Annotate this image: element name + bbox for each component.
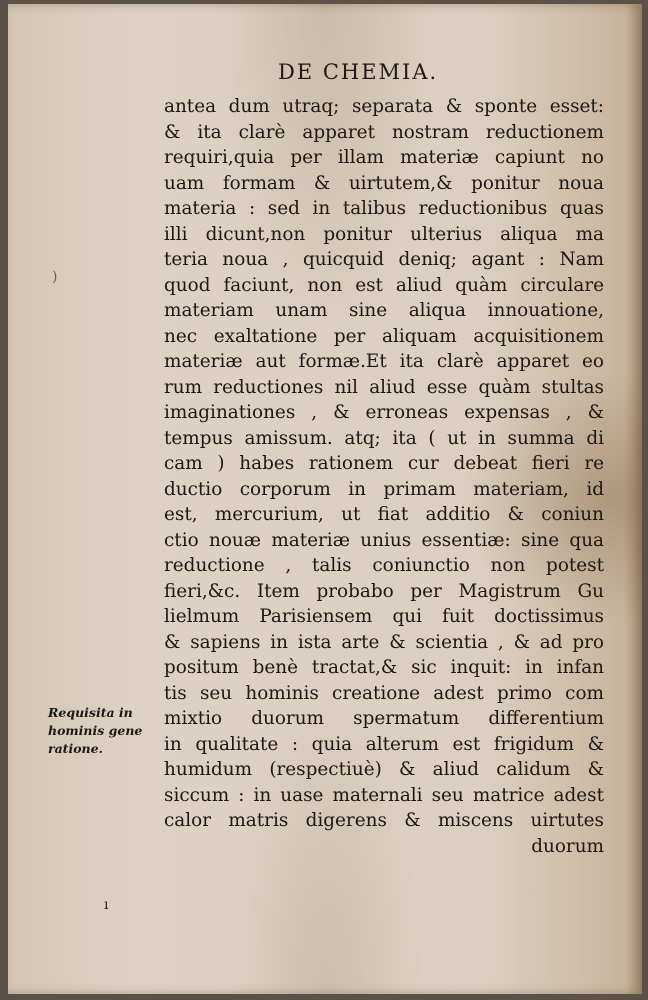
text-line: est, mercurium, ut fiat additio & coniun [164, 504, 604, 525]
text-line: ductio corporum in primam materiam, id [164, 478, 604, 500]
marginal-note-line: hominis gene [48, 723, 143, 738]
text-line: humidum (respectiuè) & aliud calidum & [164, 759, 604, 780]
text-line: lielmum Parisiensem qui fuit doctissimus [164, 606, 604, 627]
text-line: rum reductiones nil aliud esse quàm stultas [164, 376, 604, 398]
main-text-block [164, 94, 604, 859]
text-line: tempus amissum. atq; ita ( ut in summa di [164, 427, 604, 449]
text-line: materiæ aut formæ.Et ita clarè apparet eo [164, 351, 604, 372]
marginal-note [48, 704, 163, 758]
text-line: antea dum utraq; separata & sponte esset: [164, 96, 604, 117]
text-line: materiam unam sine aliqua innouatione, [164, 300, 604, 321]
text-line: & sapiens in ista arte & scientia , & ad pro [164, 631, 604, 653]
text-line: quod faciunt, non est aliud quàm circulare [164, 274, 604, 296]
text-line: mixtio duorum spermatum differentium [164, 708, 604, 729]
text-line: positum benè tractat,& sic inquit: in infan [164, 657, 604, 678]
text-line: requiri,quia per illam materiæ capiunt no [164, 147, 604, 168]
text-line: imaginationes , & erroneas expensas , & [164, 402, 604, 423]
text-line: calor matris digerens & miscens uirtutes [164, 810, 604, 831]
book-page [8, 4, 642, 994]
text-line: in qualitate : quia alterum est frigidum & [164, 733, 604, 755]
running-head: DE CHEMIA. [278, 60, 439, 84]
text-line: fieri,&c. Item probabo per Magistrum Gu [164, 580, 604, 602]
text-line: cam ) habes rationem cur debeat fieri re [164, 453, 604, 474]
text-line: siccum : in uase maternali seu matrice adest [164, 784, 604, 806]
text-line: tis seu hominis creatione adest primo com [164, 682, 604, 704]
margin-mark: ) [52, 269, 58, 285]
text-line: uam formam & uirtutem,& ponitur noua [164, 172, 604, 194]
text-line: materia : sed in talibus reductionibus quas [164, 198, 604, 219]
bottom-mark: ı [104, 897, 109, 913]
catchword: duorum [531, 835, 604, 857]
text-line: teria noua , quicquid deniq; agant : Nam [164, 249, 604, 270]
text-line: & ita clarè apparet nostram reductionem [164, 121, 604, 143]
marginal-note-line: Requisita in [48, 705, 133, 720]
text-line: nec exaltatione per aliquam acquisitionem [164, 325, 604, 347]
text-line: reductione , talis coniunctio non potest [164, 555, 604, 576]
text-line: illi dicunt,non ponitur ulterius aliqua ma [164, 223, 604, 245]
marginal-note-line: ratione. [48, 741, 103, 756]
text-line: ctio nouæ materiæ unius essentiæ: sine qua [164, 529, 604, 551]
